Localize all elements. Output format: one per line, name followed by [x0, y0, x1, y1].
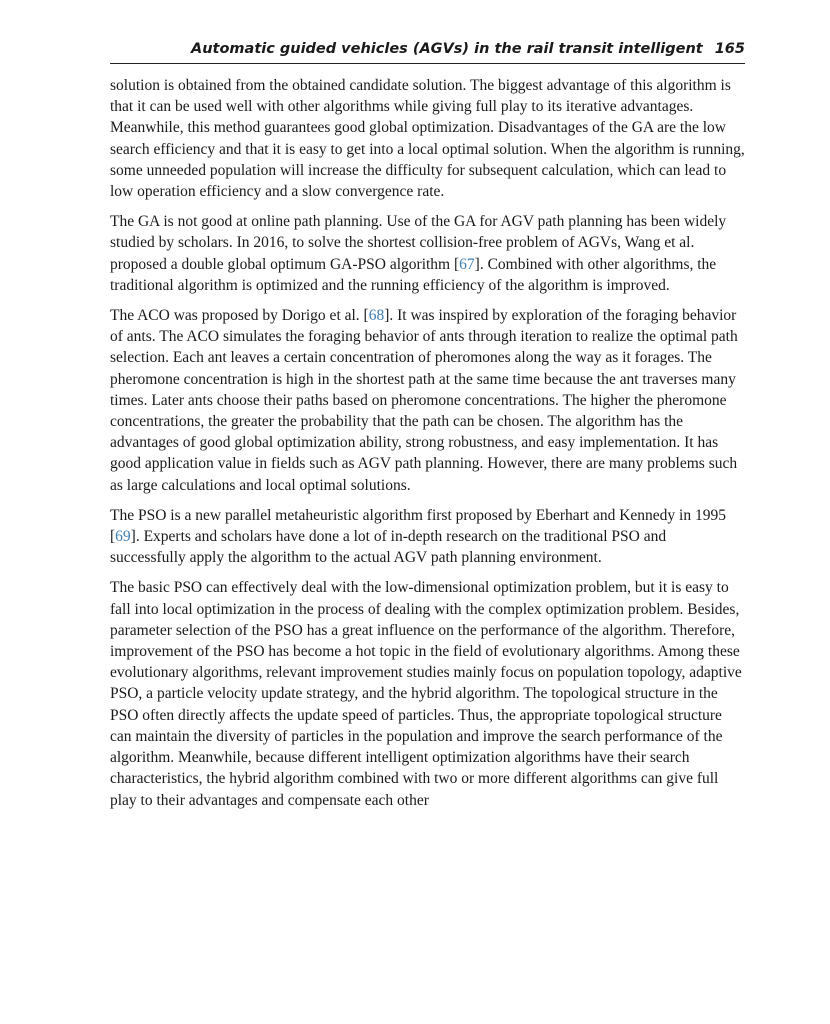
paragraph-text: solution is obtained from the obtained candidate solution. The biggest advantage of this algorithm is that it can be used well with other algorithms while giving full play to its iterative advantages. Meanwhile, this method guarantees good global optimization. Disadvantages of the GA are the low search efficiency and that it is easy to get into a local optimal solution. When the algorithm is running, some unneeded population will increase the difficulty for subsequent calculation, which can lead to low operation efficiency and a slow convergence rate. [110, 77, 745, 201]
paragraph-text: ]. It was inspired by exploration of the foraging behavior of ants. The ACO simulates the foraging behavior of ants through iteration to realize the optimal path selection. Each ant leaves a certain concentration of pheromones along the way as it forages. The pheromone concentration is high in the shortest path at the same time because the ant traverses many times. Later ants choose their paths based on pheromone concentrations. The higher the pheromone concentrations, the greater the probability that the path can be chosen. The algorithm has the advantages of good global optimization ability, strong robustness, and easy implementation. It has good application value in fields such as AGV path planning. However, there are many problems such as large calculations and local optimal solutions. [110, 307, 738, 494]
running-title: Automatic guided vehicles (AGVs) in the rail transit intelligent [190, 41, 703, 57]
paragraph-text: The PSO is a new parallel metaheuristic algorithm first proposed by Eberhart and Kennedy in 1995 [ [110, 506, 726, 546]
reference-link-69[interactable]: 69 [115, 528, 131, 546]
reference-link-68[interactable]: 68 [368, 307, 385, 325]
reference-link-67[interactable]: 67 [459, 255, 475, 273]
paragraph-aco [110, 305, 745, 496]
body-text [110, 75, 745, 820]
paragraph-text: ]. Combined with other algorithms, the traditional algorithm is optimized and the running efficiency of the algorithm is improved. [110, 255, 717, 294]
paragraph-text: ]. Experts and scholars have done a lot of in-depth research on the traditional PSO and successfully apply the algorithm to the actual AGV path planning environment. [110, 528, 667, 567]
paragraph-text: The ACO was proposed by Dorigo et al. [ [110, 307, 369, 325]
paragraph-basic-pso [110, 577, 745, 810]
paragraph-text: The GA is not good at online path planning. Use of the GA for AGV path planning has been widely studied by scholars. In 2016, to solve the shortest collision-free problem of AGVs, Wang et al. proposed a double global optimum GA-PSO algorithm [ [110, 213, 727, 273]
paragraph-text: The basic PSO can effectively deal with the low-dimensional optimization problem, but it is easy to fall into local optimization in the process of dealing with the complex optimization problem. Besides, parameter selection of the PSO has a great influence on the performance of the algorithm. Therefore, improvement of the PSO has become a hot topic in the field of evolutionary algorithms. Among these evolutionary algorithms, relevant improvement studies mainly focus on population topology, adaptive PSO, a particle velocity update strategy, and the hybrid algorithm. The topological structure in the PSO often directly affects the update speed of particles. Thus, the appropriate topological structure can maintain the diversity of particles in the population and improve the search performance of the algorithm. Meanwhile, because different intelligent optimization algorithms have their search characteristics, the hybrid algorithm combined with two or more different algorithms can give full play to their advantages and compensate each other [110, 579, 742, 809]
paragraph-pso [110, 505, 745, 569]
paragraph-ga-path-planning [110, 211, 745, 296]
header-divider [110, 63, 745, 64]
paragraph-ga-advantages [110, 75, 745, 202]
running-header [110, 39, 745, 59]
page-number: 165 [714, 41, 745, 57]
